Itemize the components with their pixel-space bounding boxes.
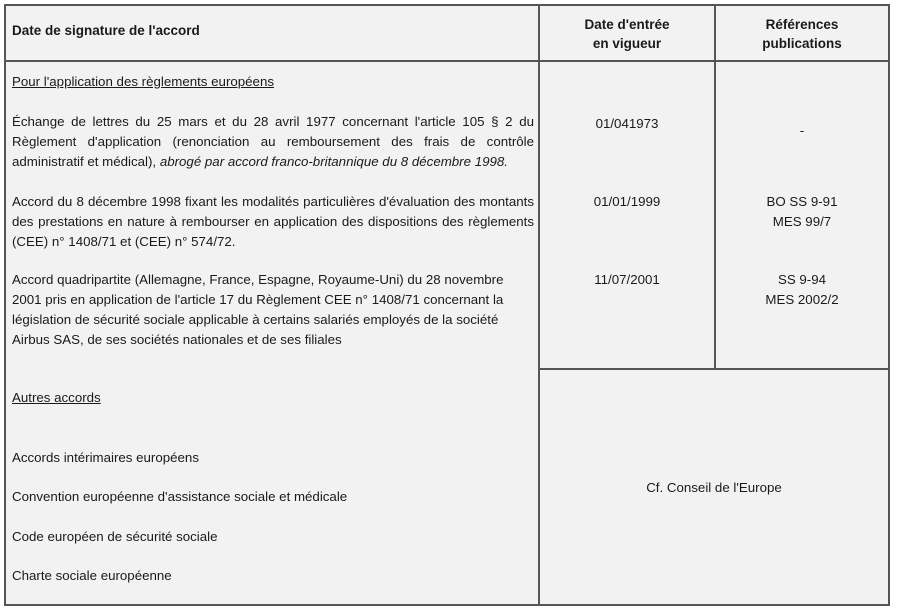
header-col1-label: Date de signature de l'accord	[12, 23, 200, 38]
merged-reference-cell	[540, 370, 888, 604]
agreement-text-line: Accord quadripartite (Allemagne, France, Espagne, Royaume-Uni) du 28 novembre	[12, 272, 504, 287]
publication-ref-line: SS 9-94	[777, 272, 827, 287]
effective-date: 01/041973	[595, 116, 659, 131]
merged-reference-text: Cf. Conseil de l'Europe	[646, 479, 782, 495]
agreement-text	[12, 270, 538, 350]
list-item: Code européen de sécurité sociale	[12, 529, 218, 544]
list-item: Convention européenne d'assistance sociale et médicale	[12, 489, 348, 504]
publication-ref	[716, 270, 888, 310]
agreement-text-line: législation de sécurité sociale applicable à certains salariés employés de la société	[12, 312, 499, 327]
publication-ref-line: BO SS 9-91	[766, 194, 838, 209]
effective-date: 11/07/2001	[594, 272, 660, 287]
header-col2-line1: Date d'entrée	[584, 17, 670, 32]
section-title: Autres accords	[12, 390, 101, 405]
agreement-text-italic: abrogé par accord franco-britannique du 8 décembre 1998.	[159, 154, 508, 169]
header-col3-line1: Références	[765, 17, 839, 32]
list-item: Accords intérimaires européens	[12, 450, 199, 465]
header-divider	[6, 60, 888, 62]
publication-ref	[716, 192, 888, 232]
agreement-text-line: 2001 pris en application de l'article 17 du Règlement CEE n° 1408/71 concernant la	[12, 292, 504, 307]
header-signature-date	[12, 23, 200, 38]
publication-ref-line: MES 2002/2	[765, 292, 839, 307]
agreement-text	[12, 112, 534, 172]
header-col3-line2: publications	[762, 36, 842, 51]
agreement-text-line: Airbus SAS, de ses sociétés nationales et de ses filiales	[12, 332, 342, 347]
list-item: Charte sociale européenne	[12, 568, 172, 583]
publication-ref-line: MES 99/7	[772, 214, 832, 229]
section-title: Pour l'application des règlements européens	[12, 74, 274, 89]
effective-date: 01/01/1999	[593, 194, 661, 209]
agreement-text: Accord du 8 décembre 1998 fixant les modalités particulières d'évaluation des montants des prestations en nature à rembourser en application des dispositions des règlements (CEE) n° 1408/71 et (CEE) n° 574/72.	[12, 194, 534, 249]
header-col2-line2: en vigueur	[592, 36, 662, 51]
agreements-table	[4, 4, 890, 606]
header-effective-date	[540, 15, 714, 53]
agreement-text-main: Échange de lettres du 25 mars et du 28 avril 1977 concernant l'article 105 § 2 du Règlement d'application (renonciation au remboursement des frais de contrôle administratif et médical),	[12, 114, 534, 169]
publication-ref: -	[799, 123, 805, 138]
header-publication-refs	[716, 15, 888, 53]
